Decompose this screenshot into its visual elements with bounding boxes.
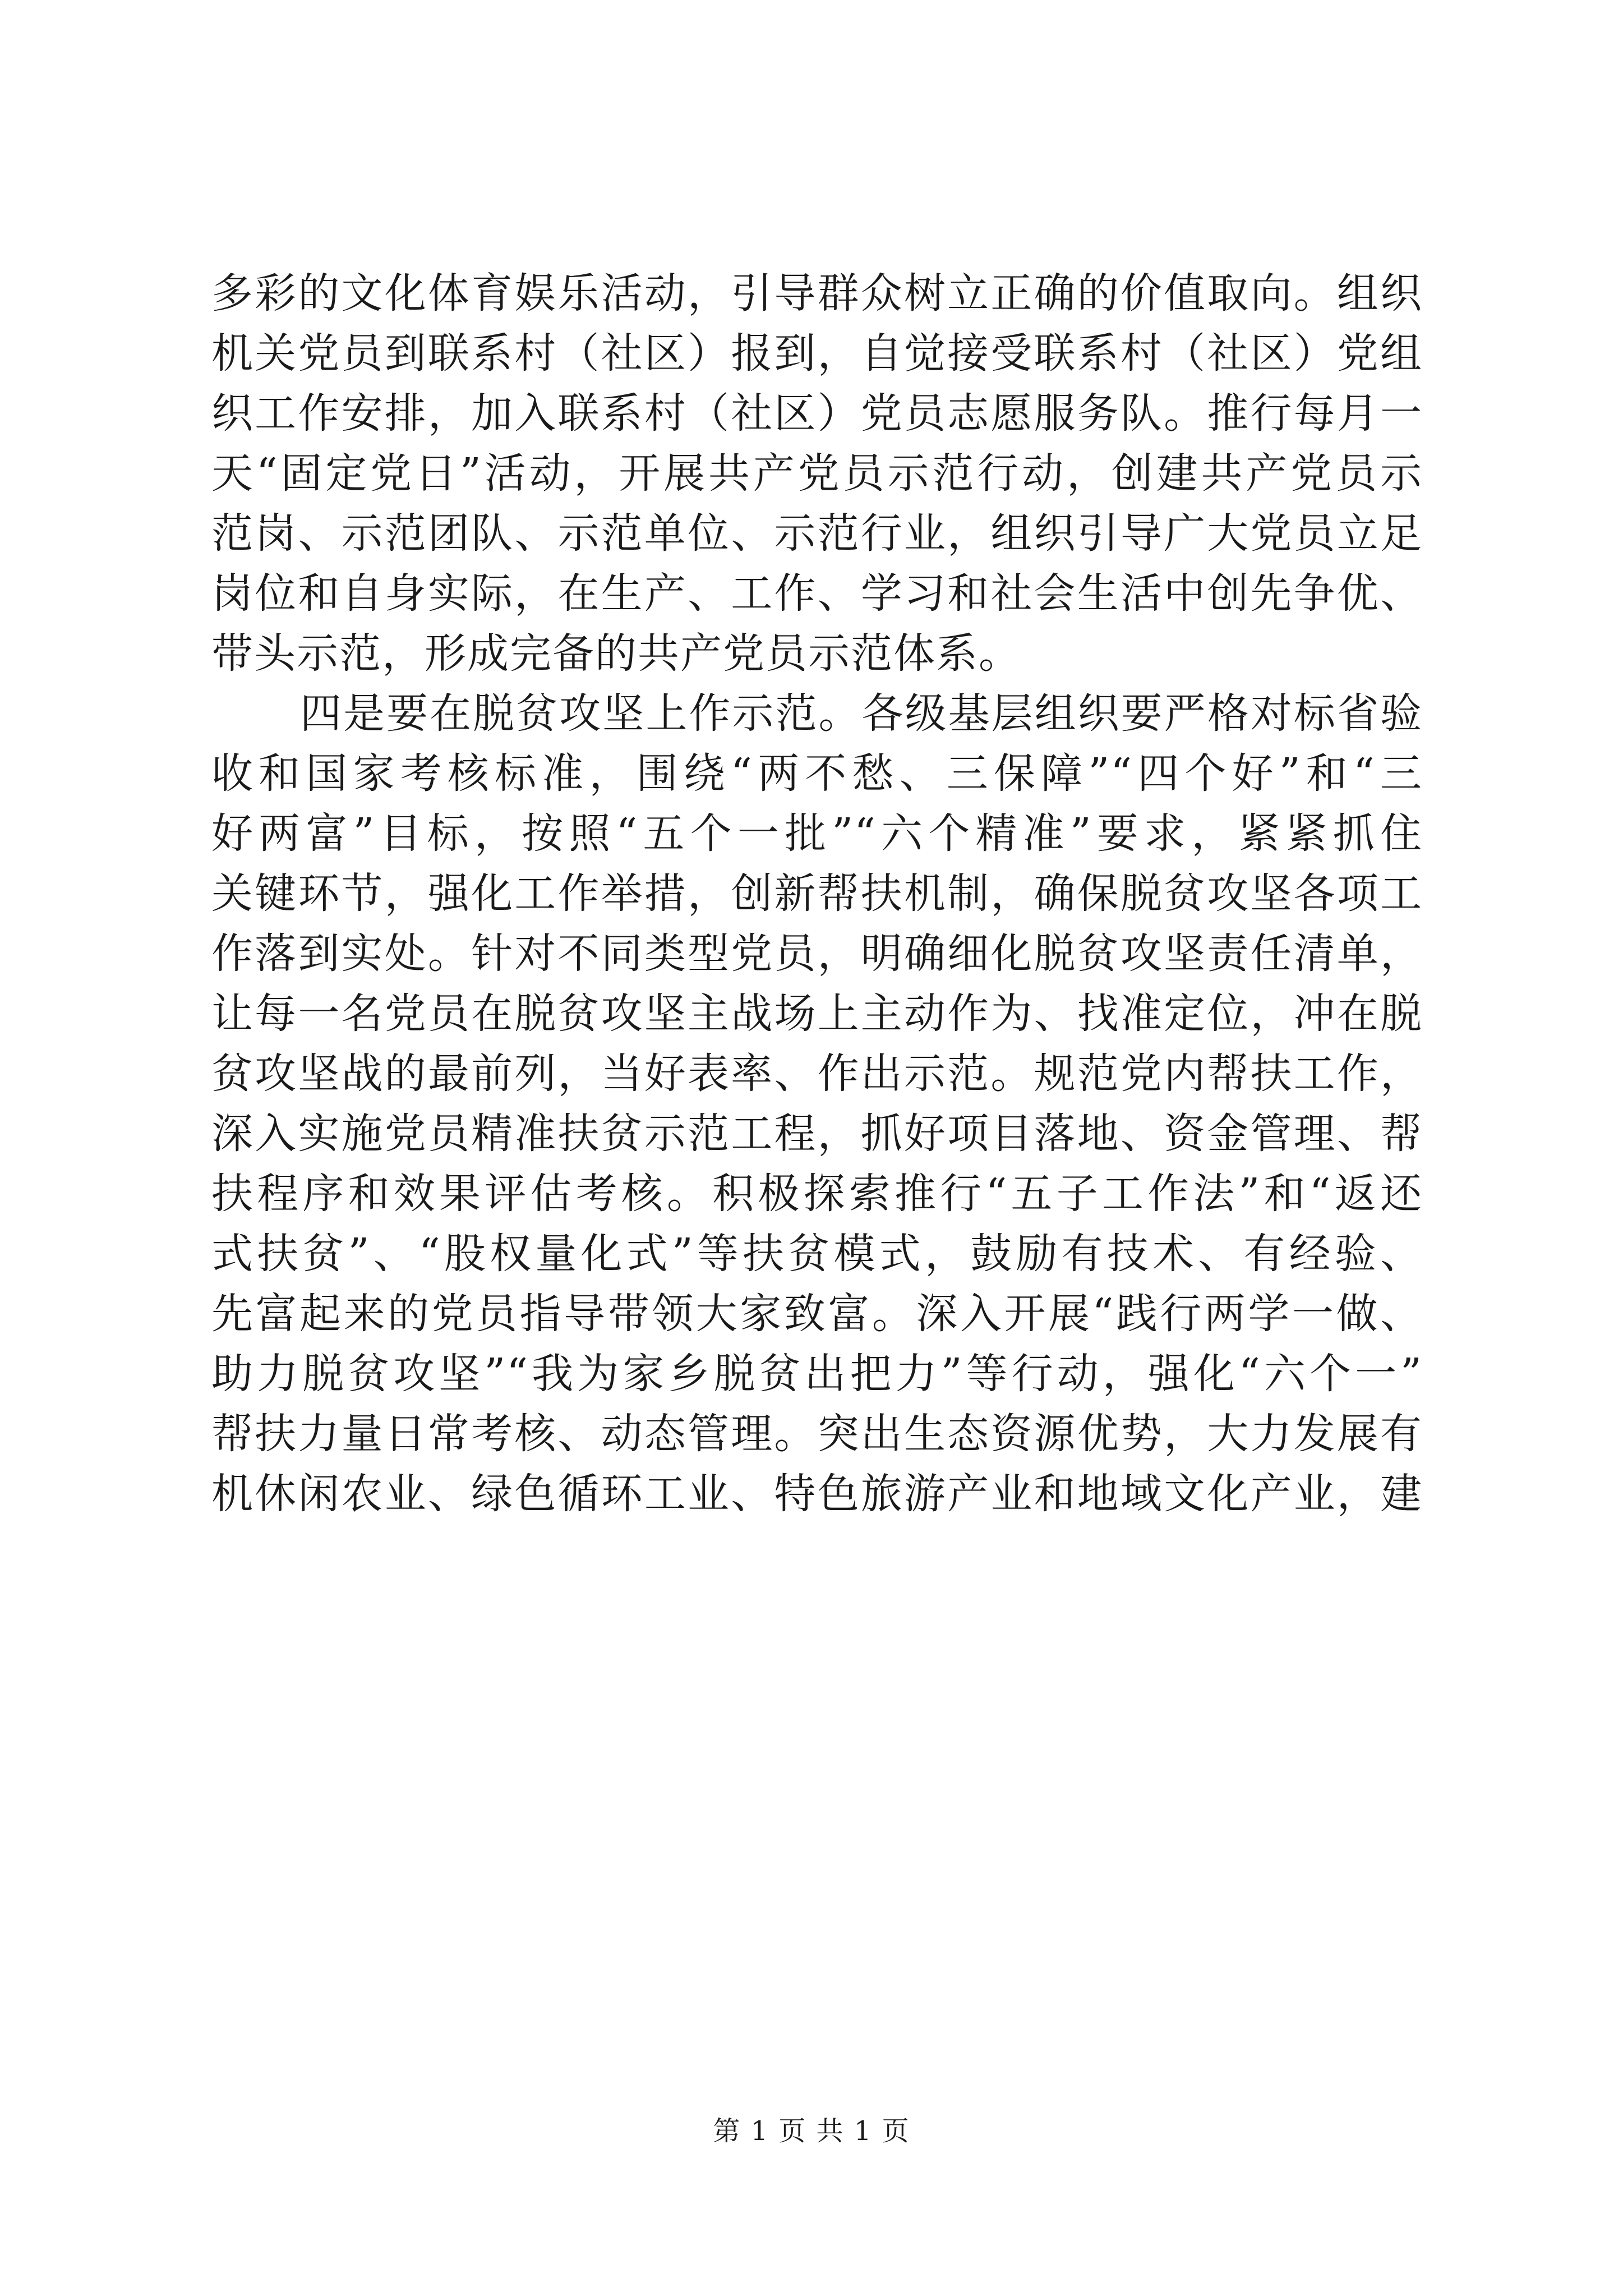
text-line: 天“固定党日”活动，开展共产党员示范行动，创建共产党员示 [211, 449, 1423, 498]
text-line: 让每一名党员在脱贫攻坚主战场上主动作为、找准定位，冲在脱 [211, 990, 1423, 1038]
text-line: 四是要在脱贫攻坚上作示范。各级基层组织要严格对标省验 [300, 689, 1423, 738]
text-line: 作落到实处。针对不同类型党员，明确细化脱贫攻坚责任清单， [211, 930, 1423, 978]
text-line: 先富起来的党员指导带领大家致富。深入开展“践行两学一做、 [211, 1290, 1423, 1338]
text-line: 岗位和自身实际，在生产、工作、学习和社会生活中创先争优、 [211, 569, 1423, 618]
text-line: 扶程序和效果评估考核。积极探索推行“五子工作法”和“返还 [211, 1170, 1423, 1218]
paragraph-2 [211, 684, 1423, 1524]
text-line: 式扶贫”、“股权量化式”等扶贫模式，鼓励有技术、有经验、 [211, 1230, 1423, 1278]
text-line: 收和国家考核标准，围绕“两不愁、三保障”“四个好”和“三 [211, 749, 1423, 798]
text-line: 关键环节，强化工作举措，创新帮扶机制，确保脱贫攻坚各项工 [211, 869, 1423, 918]
body-text [211, 264, 1423, 1524]
text-line: 深入实施党员精准扶贫示范工程，抓好项目落地、资金管理、帮 [211, 1110, 1423, 1158]
text-line: 带头示范，形成完备的共产党员示范体系。 [211, 629, 1021, 678]
page-footer: 第 1 页 共 1 页 [713, 2115, 910, 2147]
paragraph-1 [211, 264, 1423, 684]
text-line: 帮扶力量日常考核、动态管理。突出生态资源优势，大力发展有 [211, 1410, 1423, 1458]
text-line: 贫攻坚战的最前列，当好表率、作出示范。规范党内帮扶工作， [211, 1050, 1423, 1098]
text-line: 好两富”目标，按照“五个一批”“六个精准”要求，紧紧抓住 [211, 809, 1423, 858]
text-line: 助力脱贫攻坚”“我为家乡脱贫出把力”等行动，强化“六个一” [211, 1350, 1423, 1398]
text-line: 范岗、示范团队、示范单位、示范行业，组织引导广大党员立足 [211, 509, 1423, 558]
text-line: 织工作安排，加入联系村（社区）党员志愿服务队。推行每月一 [211, 389, 1423, 438]
text-line: 机休闲农业、绿色循环工业、特色旅游产业和地域文化产业，建 [211, 1470, 1423, 1518]
text-line: 多彩的文化体育娱乐活动，引导群众树立正确的价值取向。组织 [211, 269, 1423, 318]
text-line: 机关党员到联系村（社区）报到，自觉接受联系村（社区）党组 [211, 329, 1423, 378]
